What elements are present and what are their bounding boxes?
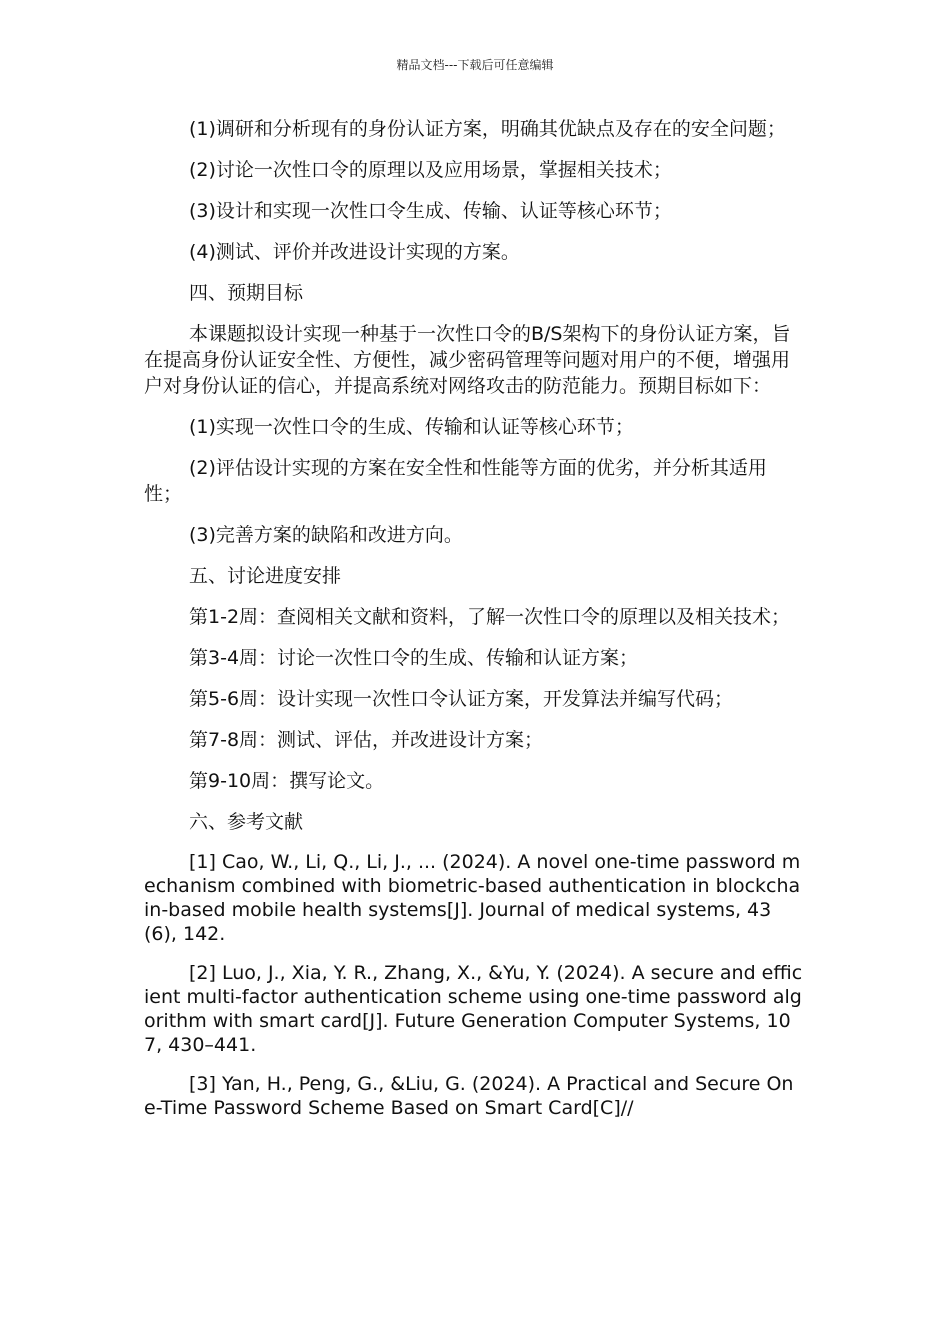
goal-item-1: (1)实现一次性口令的生成、传输和认证等核心环节； — [189, 416, 634, 438]
objective-item-1: (1)调研和分析现有的身份认证方案，明确其优缺点及存在的安全问题； — [189, 118, 786, 140]
reference-3: [3] Yan, H., Peng, G., &Liu, G. (2024). A Practical and Secure One-Time Password Scheme Based on Smart Card[C]// — [144, 1073, 794, 1119]
goal-item-2: (2)评估设计实现的方案在安全性和性能等方面的优劣，并分析其适用性； — [144, 457, 767, 505]
goal-item-3: (3)完善方案的缺陷和改进方向。 — [189, 524, 463, 546]
reference-1: [1] Cao, W., Li, Q., Li, J., ... (2024). A novel one-time password mechanism combined with biometric-based authentication in blockchain-based mobile health systems[J]. Journal of medical systems, 43(6), 142. — [144, 851, 801, 945]
schedule-item-4: 第7-8周：测试、评估，并改进设计方案； — [189, 729, 544, 751]
section-heading-schedule: 五、讨论进度安排 — [189, 565, 342, 587]
schedule-item-2: 第3-4周：讨论一次性口令的生成、传输和认证方案； — [189, 647, 639, 669]
section-heading-expected-goals: 四、预期目标 — [189, 282, 304, 304]
schedule-item-3: 第5-6周：设计实现一次性口令认证方案，开发算法并编写代码； — [189, 688, 734, 710]
objective-item-2: (2)讨论一次性口令的原理以及应用场景，掌握相关技术； — [189, 159, 672, 181]
expected-goals-intro: 本课题拟设计实现一种基于一次性口令的B/S架构下的身份认证方案，旨在提高身份认证安全性、方便性，减少密码管理等问题对用户的不便，增强用户对身份认证的信心，并提高系统对网络攻击的防范能力。预期目标如下： — [144, 323, 791, 397]
objective-item-4: (4)测试、评价并改进设计实现的方案。 — [189, 241, 520, 263]
schedule-item-1: 第1-2周：查阅相关文献和资料，了解一次性口令的原理以及相关技术； — [189, 606, 791, 628]
document-body — [144, 116, 804, 1135]
section-heading-references: 六、参考文献 — [189, 811, 304, 833]
page-header: 精品文档---下载后可任意编辑 — [396, 58, 554, 72]
schedule-item-5: 第9-10周：撰写论文。 — [189, 770, 385, 792]
objective-item-3: (3)设计和实现一次性口令生成、传输、认证等核心环节； — [189, 200, 672, 222]
reference-2: [2] Luo, J., Xia, Y. R., Zhang, X., &Yu, Y. (2024). A secure and efficient multi-factor authentication scheme using one-time password algorithm with smart card[J]. Future Generation Computer Systems, 107, 430–441. — [144, 962, 803, 1056]
